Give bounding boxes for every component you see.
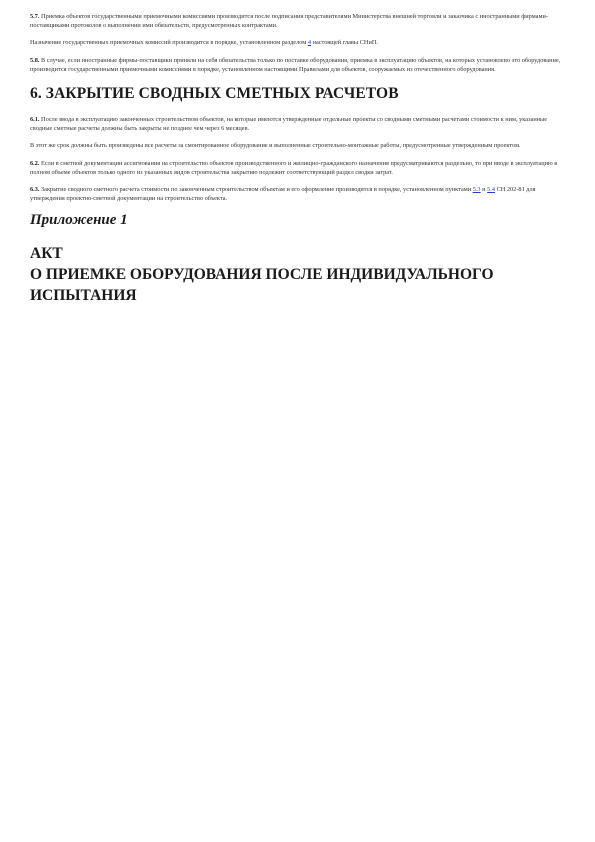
section-4-link[interactable]: 4 <box>307 39 311 47</box>
paragraph-text: Если в сметной документации ассигнования на строительство объектов производственного и жилищно-гражданского назначения предусматриваются раздельно, то при вводе в эксплуатацию в полном объеме объектов только одного из указанных видов строительства закрытию подлежит соответствующий раздел сводки затрат. <box>30 159 558 176</box>
paragraph-text: Закрытие сводного сметного расчета стоимости по законченным строительством объектам и его оформление производится в порядке, установленном пунктами <box>41 186 472 194</box>
paragraph-5-8 <box>30 56 566 74</box>
paragraph-text: СН 202-81 для утверждения проектно-сметной документации на строительство объекта. <box>30 186 536 203</box>
paragraph-text: В случае, если иностранные фирмы-поставщики приняли на себя обязательства только по поставке оборудования, приемка в эксплуатацию объектов, на которых установлено это оборудование, производится государственными приемочными комиссиями в порядке, установленном настоящими Правилами для объектов, сооружаемых из отечественного оборудования. <box>30 56 561 73</box>
paragraph-5-7-commission <box>30 38 566 47</box>
clause-number: 5.8. <box>30 56 40 64</box>
appendix-title: Приложение 1 <box>30 212 128 229</box>
section-6-title: 6. ЗАКРЫТИЕ СВОДНЫХ СМЕТНЫХ РАСЧЕТОВ <box>30 85 399 103</box>
paragraph-5-7 <box>30 12 566 30</box>
clause-number: 6.3. <box>30 186 40 194</box>
paragraph-6-1 <box>30 115 566 133</box>
clause-number: 6.1. <box>30 116 40 124</box>
paragraph-text: В этот же срок должны быть произведены все расчеты за смонтированное оборудование и выполненные строительно-монтажные работы, предусмотренные утвержденным проектом. <box>30 142 521 150</box>
document-page <box>30 12 566 306</box>
paragraph-text: После ввода в эксплуатацию законченных строительством объектов, на которые имеются утвержденные отдельные проекты со сводными сметными расчетами стоимости к ним, указанные сводные сметные расчеты должны быть закрыты не позднее чем через 6 месяцев. <box>30 116 548 133</box>
paragraph-text: и <box>482 186 486 194</box>
clause-5-4-link[interactable]: 5.4 <box>487 186 495 194</box>
clause-5-3-link[interactable]: 5.3 <box>472 186 481 194</box>
paragraph-6-3 <box>30 185 566 203</box>
paragraph-6-2 <box>30 159 566 177</box>
paragraph-text: Приемка объектов государственными приемочными комиссиями производится после подписания представителями Министерства внешней торговли и заказчика с иностранными фирмами-поставщиками протоколов о выполнении ими обязательств, предусмотренных контрактами. <box>30 13 548 30</box>
act-title-line-1: АКТ <box>30 245 63 263</box>
paragraph-text: Назначение государственных приемочных комиссий производится в порядке, установленном разделом <box>30 39 307 47</box>
clause-number: 6.2. <box>30 159 40 167</box>
act-title-line-2: О ПРИЕМКЕ ОБОРУДОВАНИЯ ПОСЛЕ ИНДИВИДУАЛЬНОГО ИСПЫТАНИЯ <box>30 266 494 305</box>
clause-number: 5.7. <box>30 13 40 20</box>
paragraph-text: настоящей главы СНиП. <box>312 39 378 47</box>
act-title <box>30 243 566 306</box>
paragraph-6-1-settlements <box>30 141 566 150</box>
